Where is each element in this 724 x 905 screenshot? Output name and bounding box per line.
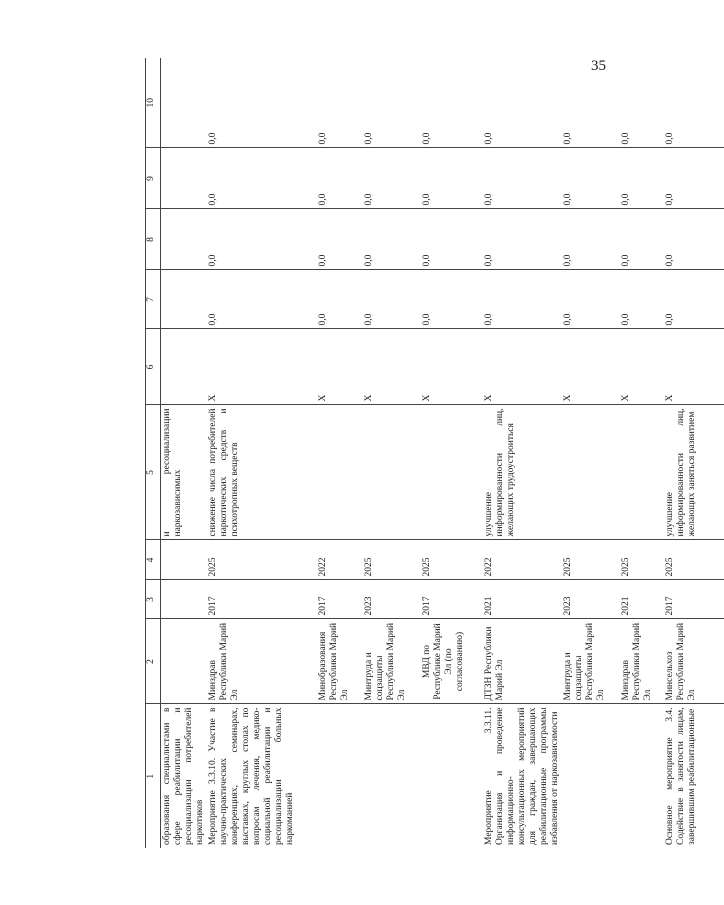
column-header: 7 xyxy=(146,270,161,329)
table-cell-col-5: снижение числа потребителей наркотических средств и психотропных веществ xyxy=(207,405,317,540)
table-cell-col-3: 2021 xyxy=(483,580,562,619)
column-header: 5 xyxy=(146,405,161,540)
table-cell-col-10: 0,0 xyxy=(620,58,664,148)
table-row xyxy=(207,58,317,848)
table-cell-col-8: 0,0 xyxy=(562,209,620,270)
table-cell-col-5 xyxy=(317,405,363,540)
table-cell-col-2: Минобразования Республики Марий Эл xyxy=(317,619,363,704)
table-cell-col-1: Мероприятие 3.3.10. Участие в научно-практических конференциях, семинарах, выставках, круглых столах по вопросам лечения, медико-социальной реабилитации и ресоциализации больных наркоманией xyxy=(208,707,295,845)
table-row xyxy=(317,58,363,848)
table-cell-col-8: 0,0 xyxy=(421,209,483,270)
table-cell-col-8 xyxy=(161,209,208,270)
table-cell-col-7 xyxy=(161,270,208,329)
table-cell-col-4: 2025 xyxy=(363,540,421,580)
table-cell-col-7: 0,0 xyxy=(483,270,562,329)
table-row xyxy=(664,58,724,848)
table-cell-col-6: X xyxy=(207,329,317,405)
table-cell-col-10: 0,0 xyxy=(483,58,562,148)
table-cell-col-6: X xyxy=(483,329,562,405)
table-cell-col-4 xyxy=(161,540,208,580)
column-header: 10 xyxy=(146,58,161,148)
column-header: 8 xyxy=(146,209,161,270)
table-cell-col-1: Основное мероприятие 3.4. Содействие в занятости лицам, завершившим реабилитационные xyxy=(665,707,697,845)
table-cell-col-7: 0,0 xyxy=(664,270,724,329)
column-header: 6 xyxy=(146,329,161,405)
table-cell-col-9: 0,0 xyxy=(562,148,620,209)
table-cell-col-1: образования специалистами в сфере реабилитации и ресоциализации потребителей наркотиков xyxy=(162,707,205,845)
rotated-table-wrapper xyxy=(145,58,697,848)
table-cell-col-7: 0,0 xyxy=(620,270,664,329)
table-row xyxy=(363,58,421,848)
table-cell-col-7: 0,0 xyxy=(363,270,421,329)
table-cell-col-3: 2023 xyxy=(363,580,421,619)
table-cell-col-4: 2025 xyxy=(207,540,317,580)
table-cell-col-9: 0,0 xyxy=(363,148,421,209)
table-cell-col-1 xyxy=(620,704,664,848)
table-row xyxy=(562,58,620,848)
table-cell-col-3: 2017 xyxy=(317,580,363,619)
table-cell-col-4: 2022 xyxy=(317,540,363,580)
table-cell-col-10: 0,0 xyxy=(317,58,363,148)
table-cell-col-7: 0,0 xyxy=(562,270,620,329)
column-header: 4 xyxy=(146,540,161,580)
table-cell-col-1 xyxy=(421,704,483,848)
table-cell-col-2: Минтруда и соцзащиты Республики Марий Эл xyxy=(363,619,421,704)
page-number: 35 xyxy=(591,58,606,74)
table-cell-col-8: 0,0 xyxy=(483,209,562,270)
column-header: 1 xyxy=(146,704,161,848)
table-cell-col-5 xyxy=(421,405,483,540)
table-cell-col-6: X xyxy=(317,329,363,405)
table-cell-col-1 xyxy=(317,704,363,848)
table-cell-col-5 xyxy=(620,405,664,540)
table-cell-col-8: 0,0 xyxy=(363,209,421,270)
table-cell-col-3: 2017 xyxy=(421,580,483,619)
table-cell-col-9: 0,0 xyxy=(483,148,562,209)
table-cell-col-5: улучшение информированности лиц, желающих заняться развитием xyxy=(664,405,724,540)
table-cell-col-6: X xyxy=(421,329,483,405)
table-cell-col-4: 2025 xyxy=(562,540,620,580)
table-cell-col-10 xyxy=(161,58,208,148)
table-row xyxy=(620,58,664,848)
program-activities-table xyxy=(145,58,724,848)
table-cell-col-2: ДТЗН Республики Марий Эл xyxy=(483,619,562,704)
table-cell-col-10: 0,0 xyxy=(664,58,724,148)
table-cell-col-9: 0,0 xyxy=(664,148,724,209)
table-cell-col-1 xyxy=(562,704,620,848)
table-cell-col-6 xyxy=(161,329,208,405)
table-cell-col-10: 0,0 xyxy=(562,58,620,148)
table-cell-col-5 xyxy=(363,405,421,540)
table-row xyxy=(421,58,483,848)
table-cell-col-6: X xyxy=(664,329,724,405)
table-cell-col-2: МВД по Республике Марий Эл (по согласованию) xyxy=(421,619,483,704)
table-cell-col-9 xyxy=(161,148,208,209)
table-cell-col-8: 0,0 xyxy=(317,209,363,270)
table-cell-col-10: 0,0 xyxy=(207,58,317,148)
table-cell-col-10: 0,0 xyxy=(363,58,421,148)
table-cell-col-1 xyxy=(363,704,421,848)
table-cell-col-8: 0,0 xyxy=(664,209,724,270)
table-cell-col-5 xyxy=(562,405,620,540)
table-cell-col-3: 2017 xyxy=(664,580,724,619)
column-header: 2 xyxy=(146,619,161,704)
table-cell-col-5: улучшение информированности лиц, желающих трудоустроиться xyxy=(483,405,562,540)
table-cell-col-5: и ресоциализации наркозависимых xyxy=(161,405,208,540)
table-cell-col-1: Мероприятие 3.3.11. Организация и проведение информационно-консультационных мероприятий для граждан, завершающих реабилитационные программы избавления от наркозависимости xyxy=(484,707,560,845)
table-cell-col-3: 2017 xyxy=(207,580,317,619)
table-row xyxy=(161,58,208,848)
table-cell-col-8: 0,0 xyxy=(620,209,664,270)
table-cell-col-4: 2025 xyxy=(620,540,664,580)
table-cell-col-6: X xyxy=(562,329,620,405)
header-row xyxy=(146,58,161,848)
table-cell-col-10: 0,0 xyxy=(421,58,483,148)
table-cell-col-3: 2021 xyxy=(620,580,664,619)
table-cell-col-9: 0,0 xyxy=(207,148,317,209)
table-cell-col-2: Минздрав Республики Марий Эл xyxy=(207,619,317,704)
column-header: 9 xyxy=(146,148,161,209)
table-cell-col-2: Минтруда и соцзащиты Республики Марий Эл xyxy=(562,619,620,704)
table-row xyxy=(483,58,562,848)
column-header: 3 xyxy=(146,580,161,619)
table-cell-col-7: 0,0 xyxy=(421,270,483,329)
table-cell-col-6: X xyxy=(363,329,421,405)
table-cell-col-7: 0,0 xyxy=(317,270,363,329)
table-cell-col-8: 0,0 xyxy=(207,209,317,270)
table-cell-col-4: 2022 xyxy=(483,540,562,580)
table-cell-col-7: 0,0 xyxy=(207,270,317,329)
table-cell-col-2: Минздрав Республики Марий Эл xyxy=(620,619,664,704)
table-cell-col-3: 2023 xyxy=(562,580,620,619)
table-cell-col-4: 2025 xyxy=(664,540,724,580)
table-cell-col-3 xyxy=(161,580,208,619)
table-cell-col-6: X xyxy=(620,329,664,405)
table-cell-col-4: 2025 xyxy=(421,540,483,580)
table-cell-col-9: 0,0 xyxy=(620,148,664,209)
table-cell-col-2: Минсельхоз Республики Марий Эл xyxy=(664,619,724,704)
table-cell-col-9: 0,0 xyxy=(317,148,363,209)
table-cell-col-9: 0,0 xyxy=(421,148,483,209)
table-cell-col-2 xyxy=(161,619,208,704)
